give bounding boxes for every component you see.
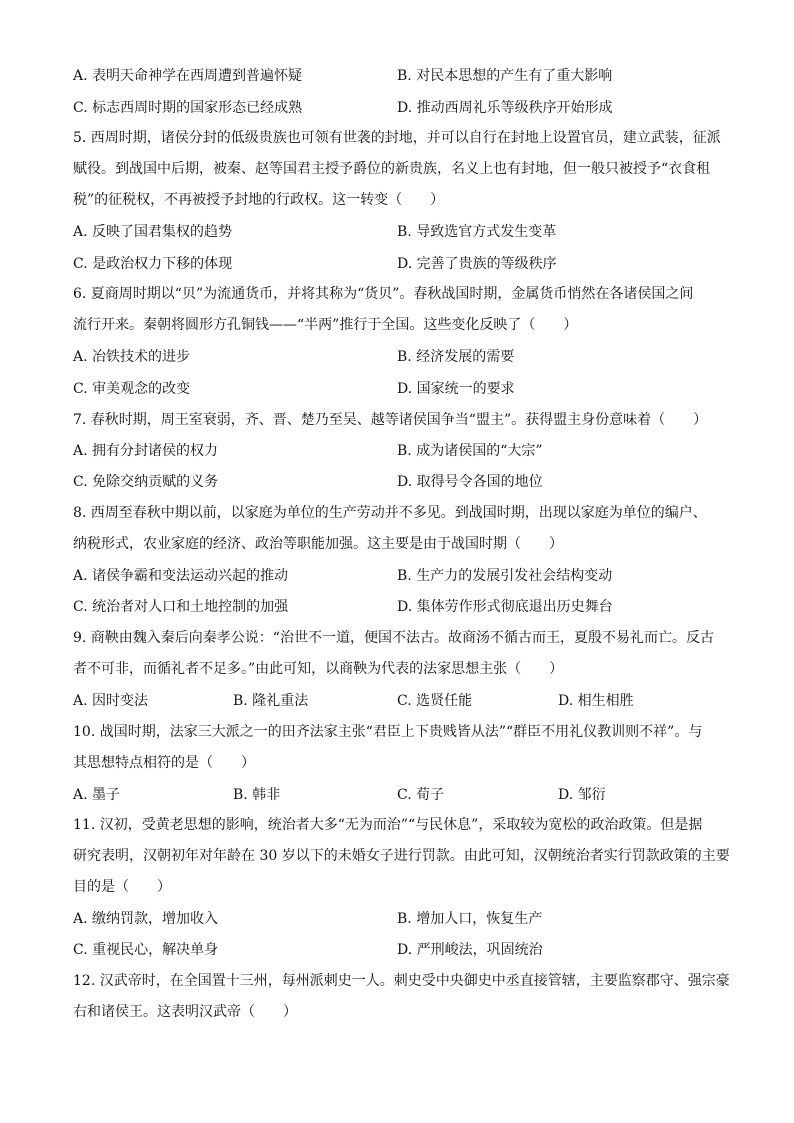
q5-stem-line-1: 5. 西周时期，诸侯分封的低级贵族也可领有世袭的封地，并可以自行在封地上设置官员，建立武装，征派 <box>73 130 721 146</box>
q10-option-b[interactable]: B. 韩非 <box>233 787 281 803</box>
q11-option-b[interactable]: B. 增加人口，恢复生产 <box>397 911 543 927</box>
q12-stem-line-1: 12. 汉武帝时，在全国置十三州，每州派刺史一人。刺史受中央御史中丞直接管辖，主要监察郡守、强宗豪 <box>73 973 730 989</box>
q6-option-b[interactable]: B. 经济发展的需要 <box>397 349 515 365</box>
q5-option-b[interactable]: B. 导致选官方式发生变革 <box>397 224 557 240</box>
q5-option-d[interactable]: D. 完善了贵族的等级秩序 <box>397 256 557 272</box>
q5-option-c[interactable]: C. 是政治权力下移的体现 <box>73 256 233 272</box>
q9-option-b[interactable]: B. 隆礼重法 <box>233 693 309 709</box>
q10-stem-line-2: 其思想特点相符的是（ ） <box>73 755 255 771</box>
q6-stem-line-2: 流行开来。秦朝将圆形方孔铜钱——“半两”推行于全国。这些变化反映了（ ） <box>73 317 578 333</box>
q11-option-a[interactable]: A. 缴纳罚款，增加收入 <box>73 911 219 927</box>
q5-option-a[interactable]: A. 反映了国君集权的趋势 <box>73 224 233 240</box>
q11-stem-line-2: 研究表明，汉朝初年对年龄在 30 岁以下的未婚女子进行罚款。由此可知，汉朝统治者实行罚款政策的主要 <box>73 848 730 864</box>
q8-option-d[interactable]: D. 集体劳作形式彻底退出历史舞台 <box>397 599 613 615</box>
q9-option-a[interactable]: A. 因时变法 <box>73 693 149 709</box>
q7-option-b[interactable]: B. 成为诸侯国的“大宗” <box>397 443 543 459</box>
q8-stem-line-2: 纳税形式，农业家庭的经济、政治等职能加强。这主要是由于战国时期（ ） <box>73 536 563 552</box>
q10-option-c[interactable]: C. 荀子 <box>397 787 445 803</box>
q8-stem-line-1: 8. 西周至春秋中期以前，以家庭为单位的生产劳动并不多见。到战国时期，出现以家庭为单位的编户、 <box>73 505 707 521</box>
q10-option-d[interactable]: D. 邹衍 <box>558 787 606 803</box>
q5-stem-line-2: 赋役。到战国中后期，被秦、赵等国君主授予爵位的新贵族，名义上也有封地，但一般只被授予“衣食租 <box>73 161 711 177</box>
q6-option-c[interactable]: C. 审美观念的改变 <box>73 381 191 397</box>
q10-stem-line-1: 10. 战国时期，法家三大派之一的田齐法家主张“君臣上下贵贱皆从法”“群臣不用礼仪教训则不祥”。与 <box>73 724 703 740</box>
q7-option-d[interactable]: D. 取得号令各国的地位 <box>397 474 543 490</box>
q9-option-c[interactable]: C. 选贤任能 <box>397 693 473 709</box>
q8-option-b[interactable]: B. 生产力的发展引发社会结构变动 <box>397 568 613 584</box>
q6-option-d[interactable]: D. 国家统一的要求 <box>397 381 515 397</box>
q6-stem-line-1: 6. 夏商周时期以“贝”为流通货币，并将其称为“货贝”。春秋战国时期，金属货币悄然在各诸侯国之间 <box>73 286 694 302</box>
q12-stem-line-2: 右和诸侯王。这表明汉武帝（ ） <box>73 1004 297 1020</box>
q5-stem-line-3: 税”的征税权，不再被授予封地的行政权。这一转变（ ） <box>73 192 445 208</box>
q9-stem-line-2: 者不可非，而循礼者不足多。”由此可知，以商鞅为代表的法家思想主张（ ） <box>73 661 564 677</box>
q4-option-d[interactable]: D. 推动西周礼乐等级秩序开始形成 <box>397 100 613 116</box>
q4-option-a[interactable]: A. 表明天命神学在西周遭到普遍怀疑 <box>73 68 303 84</box>
q7-option-a[interactable]: A. 拥有分封诸侯的权力 <box>73 443 219 459</box>
q11-stem-line-3: 目的是（ ） <box>73 879 171 895</box>
q6-option-a[interactable]: A. 冶铁技术的进步 <box>73 349 191 365</box>
q7-option-c[interactable]: C. 免除交纳贡赋的义务 <box>73 474 219 490</box>
q8-option-a[interactable]: A. 诸侯争霸和变法运动兴起的推动 <box>73 568 289 584</box>
q10-option-a[interactable]: A. 墨子 <box>73 787 121 803</box>
q4-option-c[interactable]: C. 标志西周时期的国家形态已经成熟 <box>73 100 303 116</box>
q11-stem-line-1: 11. 汉初，受黄老思想的影响，统治者大多“无为而治”“与民休息”，采取较为宽松的政治政策。但是据 <box>73 817 703 833</box>
q9-option-d[interactable]: D. 相生相胜 <box>558 693 634 709</box>
q7-stem-line-1: 7. 春秋时期，周王室衰弱，齐、晋、楚乃至吴、越等诸侯国争当“盟主”。获得盟主身份意味着（ ） <box>73 412 708 428</box>
q9-stem-line-1: 9. 商鞅由魏入秦后向秦孝公说：“治世不一道，便国不法古。故商汤不循古而王，夏殷不易礼而亡。反古 <box>73 630 714 646</box>
q11-option-d[interactable]: D. 严刑峻法，巩固统治 <box>397 942 543 958</box>
q4-option-b[interactable]: B. 对民本思想的产生有了重大影响 <box>397 68 613 84</box>
q11-option-c[interactable]: C. 重视民心，解决单身 <box>73 942 219 958</box>
q8-option-c[interactable]: C. 统治者对人口和土地控制的加强 <box>73 599 289 615</box>
